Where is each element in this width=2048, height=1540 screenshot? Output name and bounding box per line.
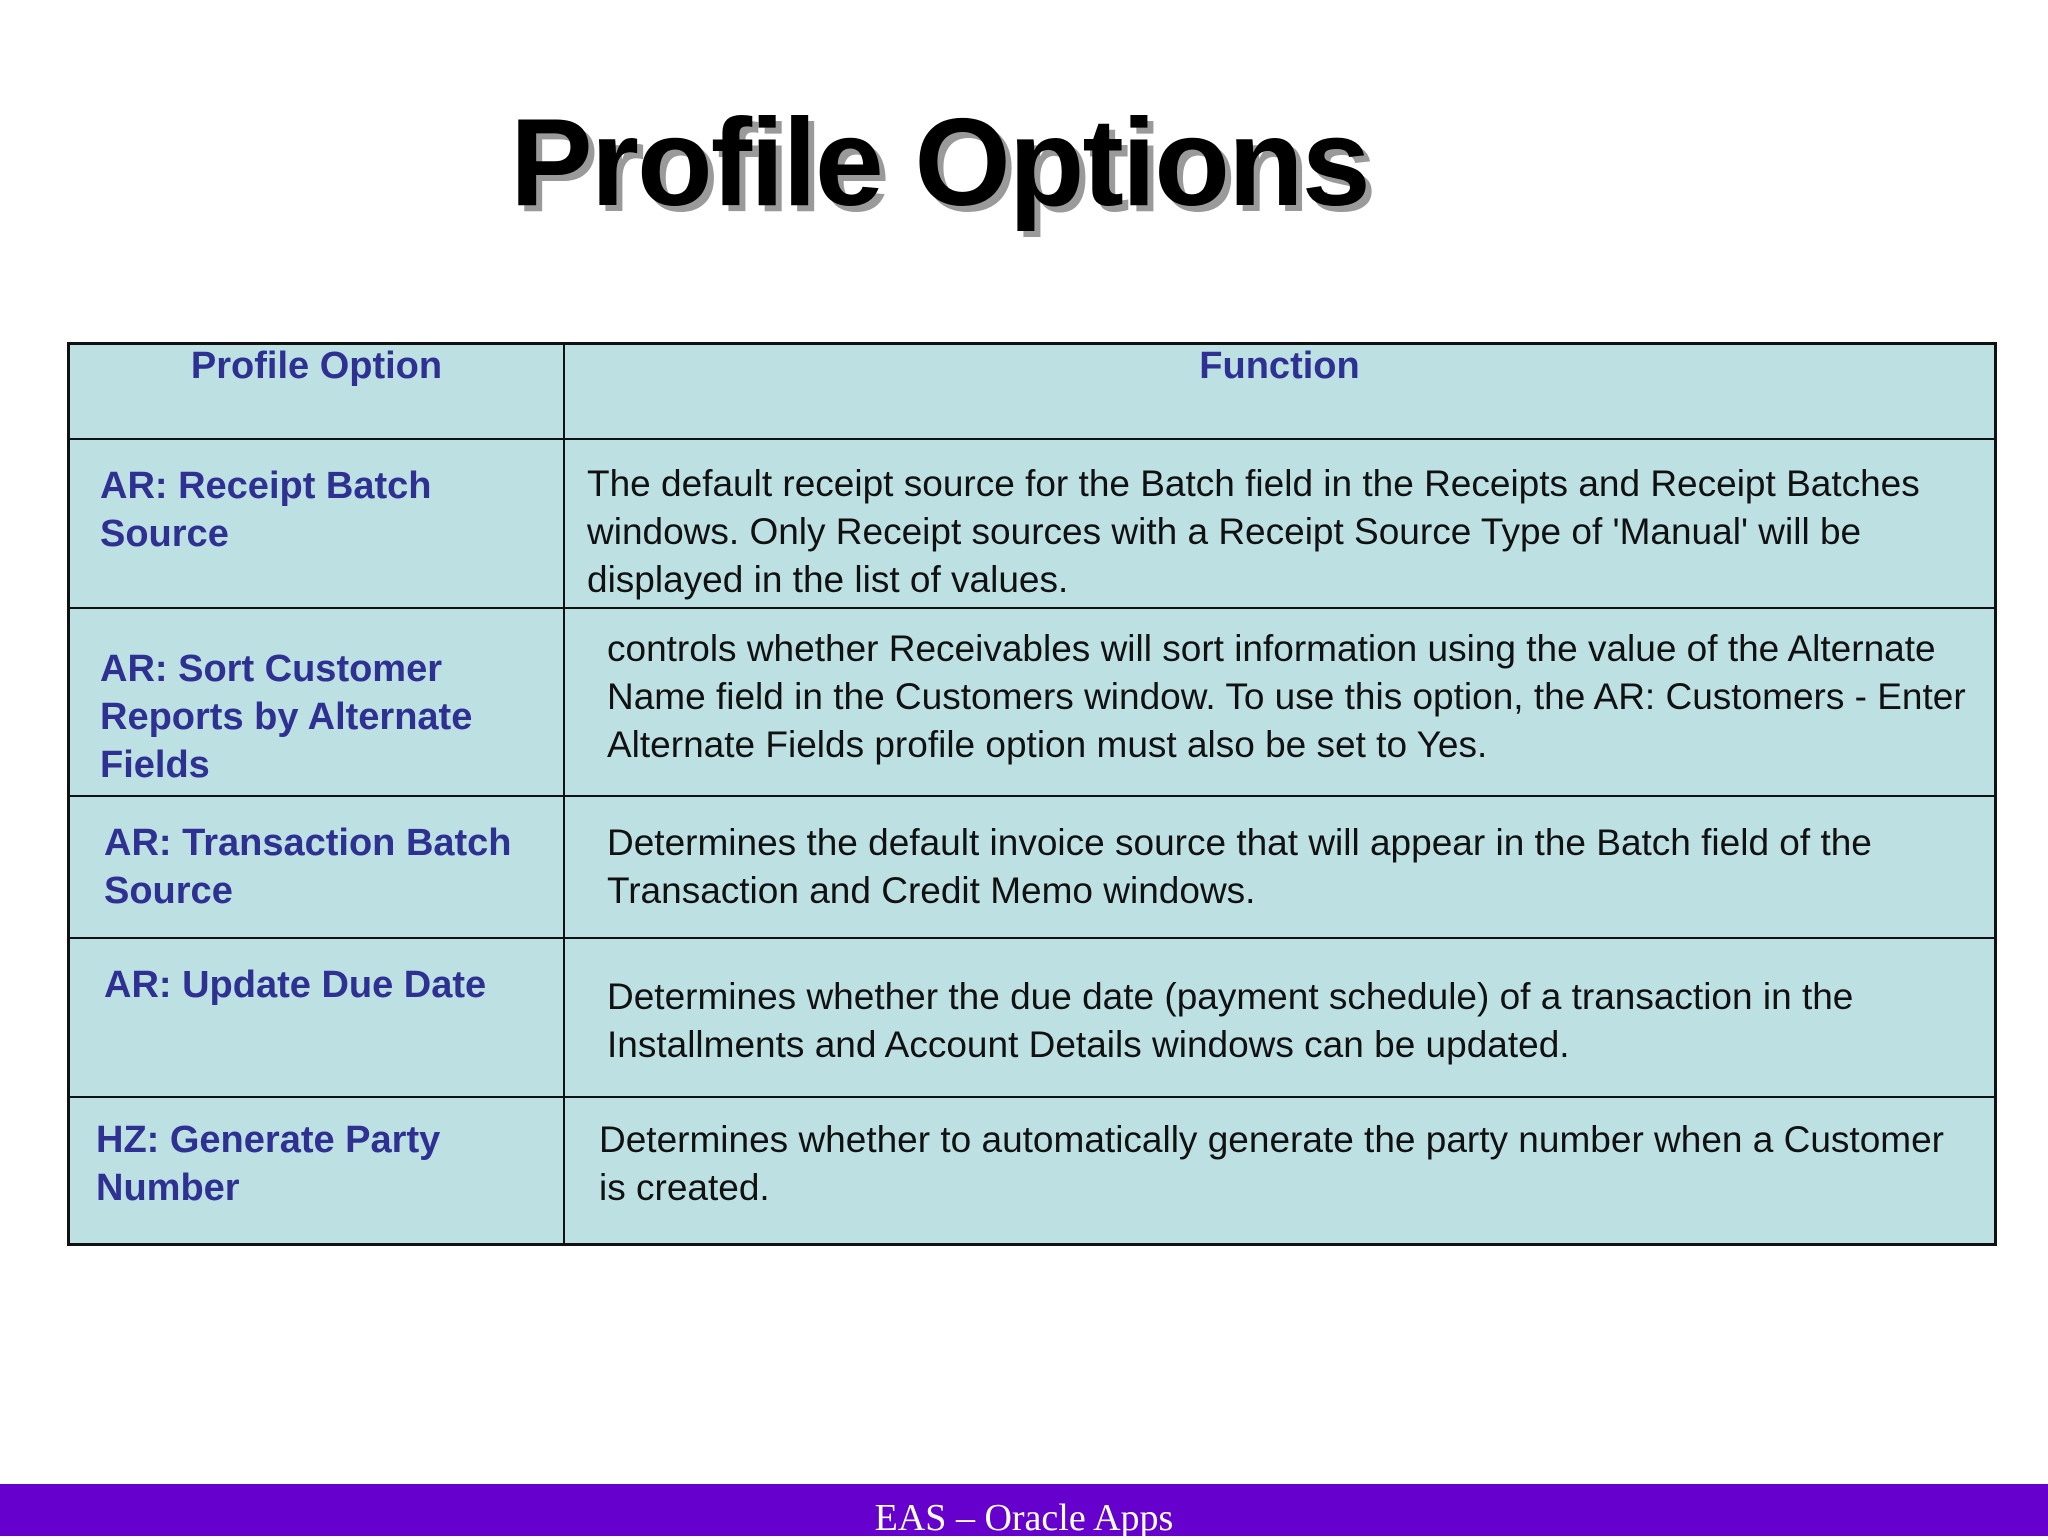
- table-row: [70, 796, 1994, 938]
- profile-option-cell: AR: Update Due Date: [70, 938, 564, 1097]
- table-row: [70, 608, 1994, 796]
- table-row: [70, 1097, 1994, 1243]
- profile-option-cell: AR: Receipt Batch Source: [70, 439, 564, 608]
- function-cell: Determines whether to automatically generate the party number when a Customer is created.: [564, 1097, 1994, 1243]
- function-cell: Determines whether the due date (payment schedule) of a transaction in the Installments and Account Details windows can be updated.: [564, 938, 1994, 1097]
- table-header-row: [70, 345, 1994, 439]
- function-cell: Determines the default invoice source that will appear in the Batch field of the Transaction and Credit Memo windows.: [564, 796, 1994, 938]
- column-header-function: Function: [564, 345, 1994, 439]
- profile-table: [70, 345, 1994, 1243]
- table-row: [70, 938, 1994, 1097]
- slide-title: Profile Options: [510, 94, 1369, 232]
- function-cell: controls whether Receivables will sort information using the value of the Alternate Name field in the Customers window. To use this option, the AR: Customers - Enter Alternate Fields profile option must also be set to Yes.: [564, 608, 1994, 796]
- profile-options-table: [67, 342, 1997, 1246]
- column-header-profile-option: Profile Option: [70, 345, 564, 439]
- footer-bar: [0, 1484, 2048, 1539]
- footer-text: EAS – Oracle Apps: [874, 1497, 1174, 1539]
- function-cell: The default receipt source for the Batch field in the Receipts and Receipt Batches windows. Only Receipt sources with a Receipt Source Type of 'Manual' will be displayed in the list of values.: [564, 439, 1994, 608]
- table-row: [70, 439, 1994, 608]
- profile-option-cell: AR: Transaction Batch Source: [70, 796, 564, 938]
- profile-option-cell: HZ: Generate Party Number: [70, 1097, 564, 1243]
- profile-option-cell: AR: Sort Customer Reports by Alternate Fields: [70, 608, 564, 796]
